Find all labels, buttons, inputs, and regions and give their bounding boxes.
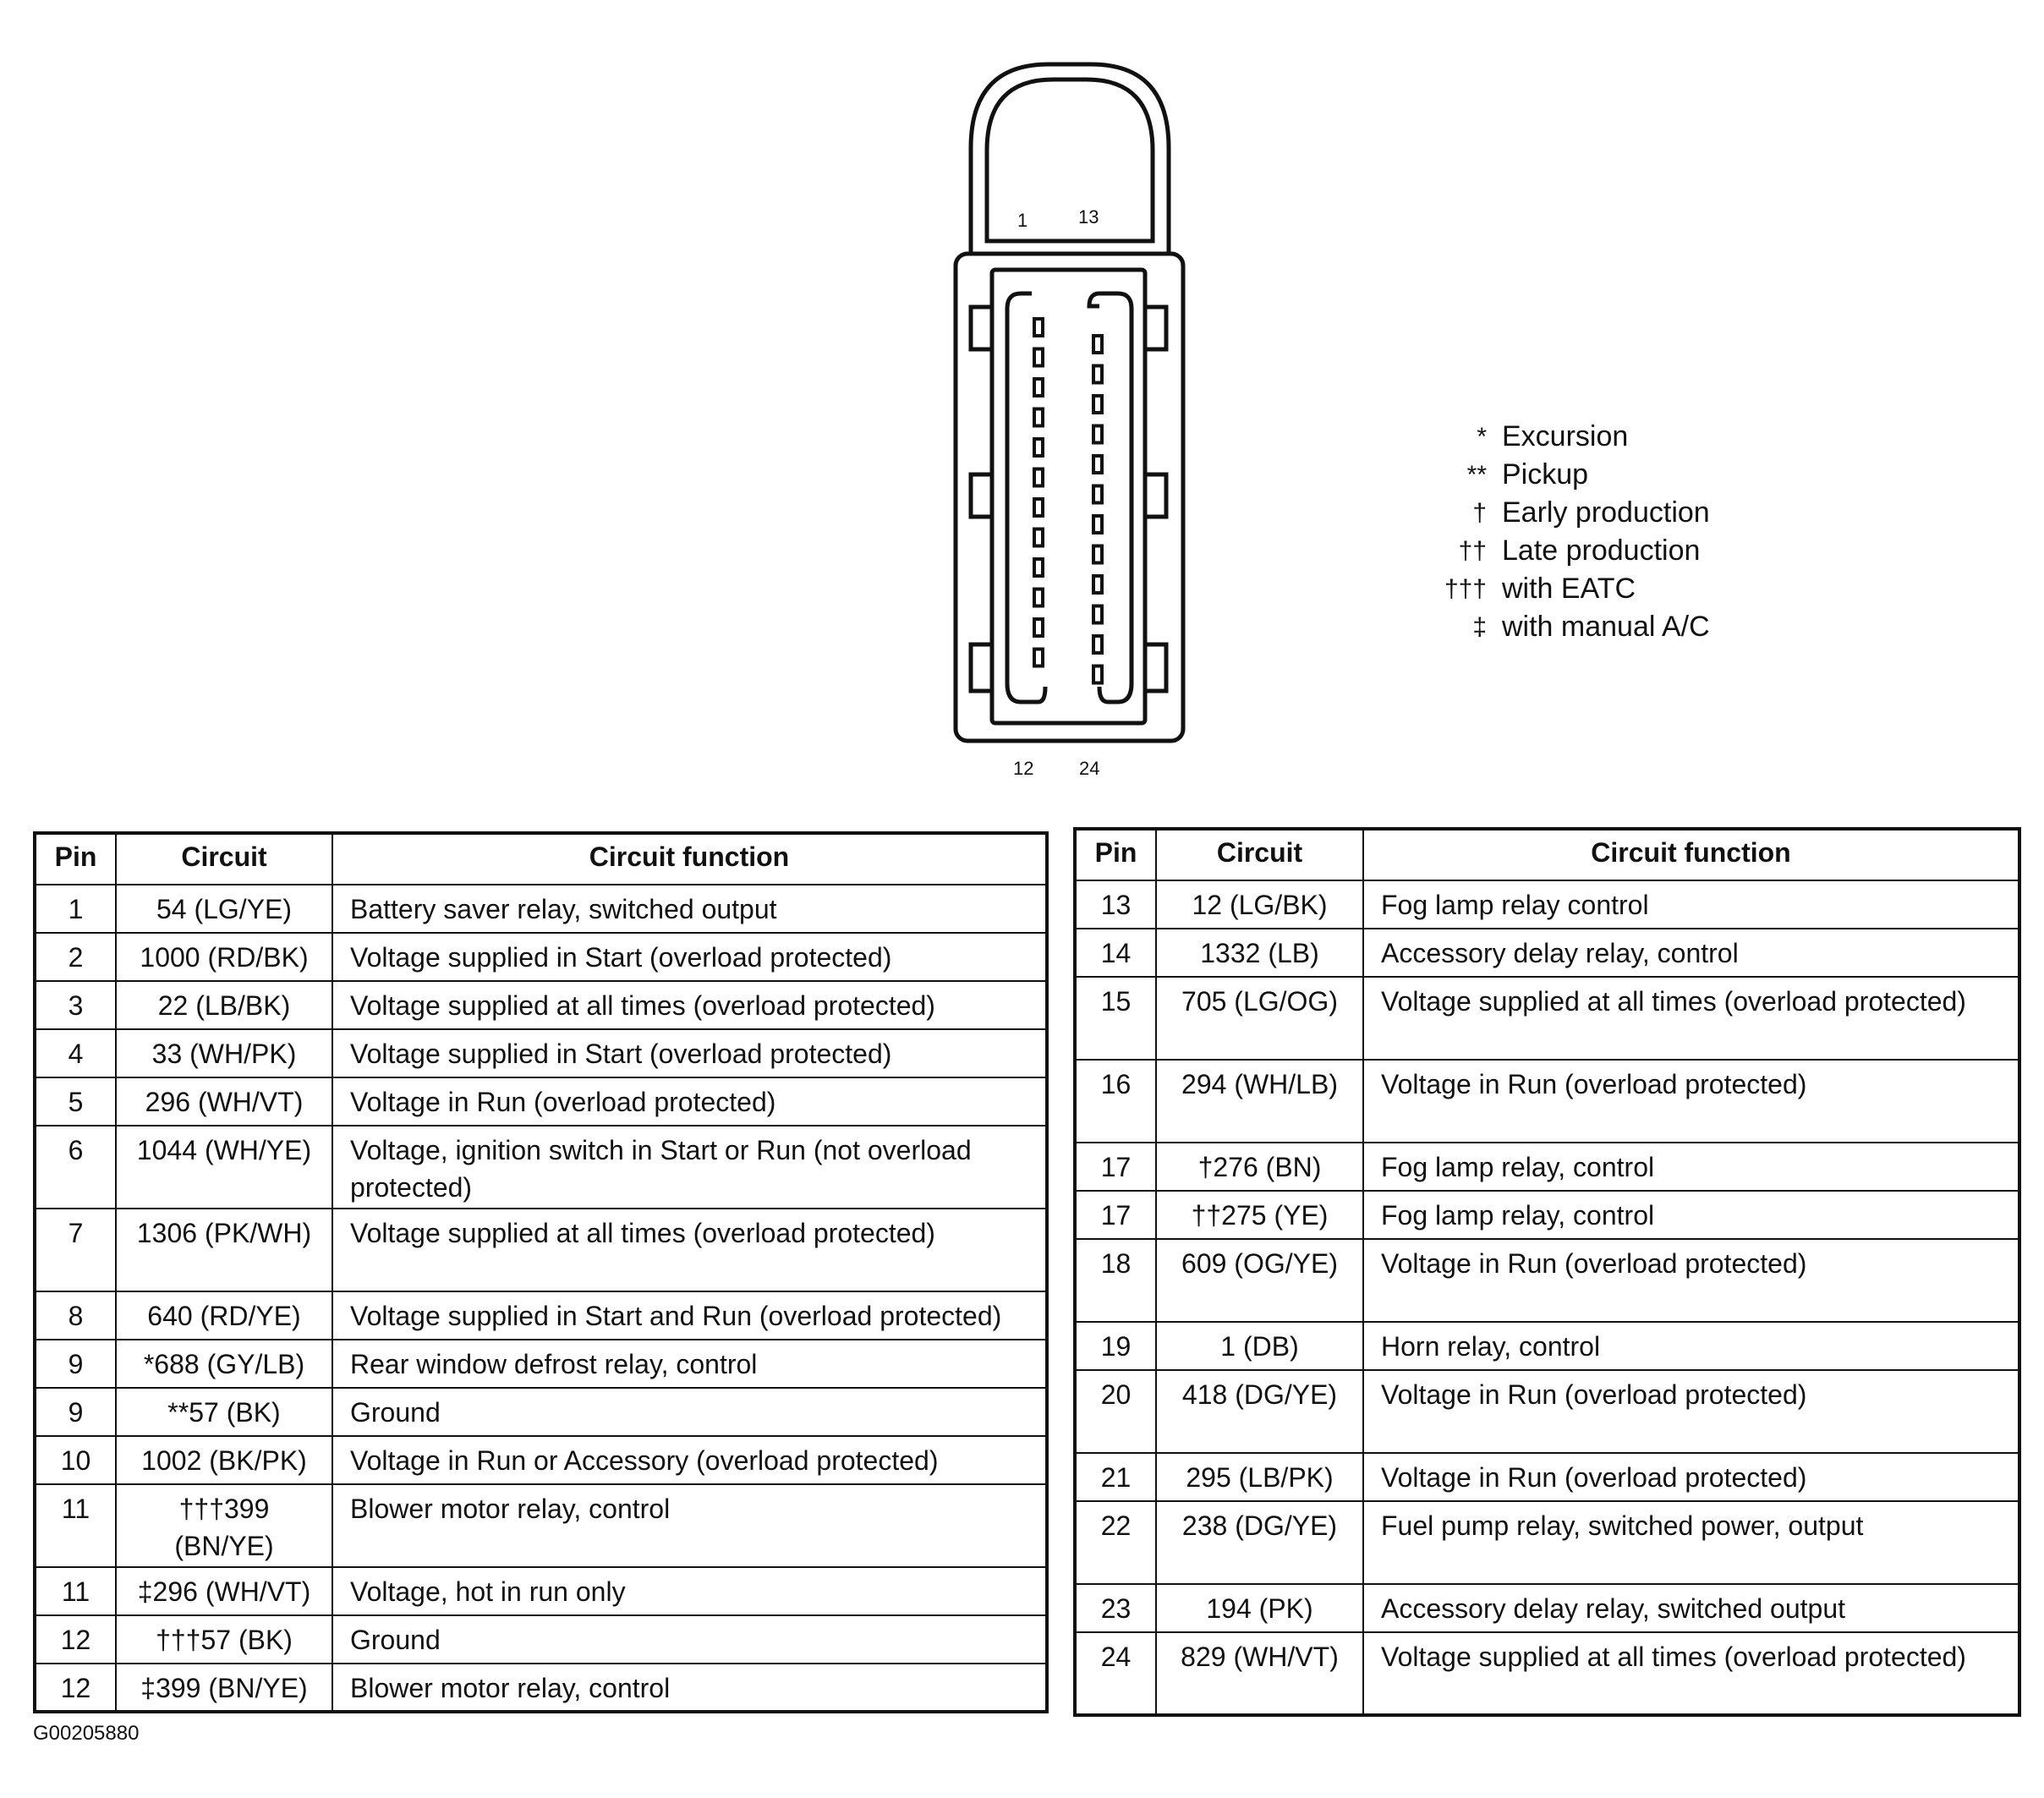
pin-cell: 15 — [1075, 977, 1156, 1060]
pin-cell: 3 — [35, 981, 116, 1029]
table-row — [1075, 929, 2019, 977]
pin-cell: 21 — [1075, 1453, 1156, 1501]
legend-item — [1404, 532, 1710, 570]
terminal-slot — [1093, 666, 1102, 683]
legend-symbol: ††† — [1444, 574, 1487, 603]
function-cell: Voltage supplied at all times (overload protected) — [332, 981, 1047, 1029]
circuit-cell: 640 (RD/YE) — [116, 1291, 332, 1340]
latch-right-top — [1145, 307, 1166, 349]
circuit-cell: 1000 (RD/BK) — [116, 933, 332, 981]
pin-cell: 22 — [1075, 1501, 1156, 1584]
latch-left-middle — [971, 474, 992, 517]
terminal-slot — [1034, 499, 1043, 516]
table-row — [1075, 1453, 2019, 1501]
table-row — [35, 1126, 1047, 1209]
pin-cell: 11 — [35, 1567, 116, 1615]
pin-cell: 8 — [35, 1291, 116, 1340]
pin-number-label: 24 — [1079, 758, 1100, 779]
function-cell: Accessory delay relay, switched output — [1363, 1584, 2019, 1632]
pinout-table-left — [33, 831, 1049, 1713]
function-cell: Voltage supplied at all times (overload protected) — [332, 1209, 1047, 1291]
circuit-cell: ††275 (YE) — [1156, 1191, 1363, 1239]
function-cell: Voltage supplied in Start and Run (overload protected) — [332, 1291, 1047, 1340]
pin-cell: 1 — [35, 885, 116, 933]
table-row — [35, 1567, 1047, 1615]
terminal-slot — [1093, 606, 1102, 623]
pin-cell: 24 — [1075, 1632, 1156, 1715]
function-cell: Fuel pump relay, switched power, output — [1363, 1501, 2019, 1584]
pin-cell: 17 — [1075, 1143, 1156, 1191]
function-cell: Voltage in Run or Accessory (overload protected) — [332, 1436, 1047, 1484]
connector-cavity — [992, 270, 1145, 723]
column-header-circuit: Circuit — [116, 833, 332, 885]
terminal-slot — [1034, 529, 1043, 546]
function-cell: Blower motor relay, control — [332, 1484, 1047, 1567]
function-cell: Horn relay, control — [1363, 1322, 2019, 1370]
column-header-function: Circuit function — [1363, 829, 2019, 880]
pin-cell: 5 — [35, 1077, 116, 1126]
figure-id: G00205880 — [33, 1722, 140, 1745]
function-cell: Voltage supplied at all times (overload protected) — [1363, 1632, 2019, 1715]
legend-item — [1404, 456, 1710, 494]
pin-cell: 12 — [35, 1615, 116, 1664]
terminal-slot — [1093, 516, 1102, 533]
pin-number-label: 12 — [1013, 758, 1034, 779]
circuit-cell: 829 (WH/VT) — [1156, 1632, 1363, 1715]
table-row — [35, 933, 1047, 981]
table-row — [35, 1664, 1047, 1712]
pin-cell: 16 — [1075, 1060, 1156, 1143]
table-row — [1075, 880, 2019, 929]
connector-lock-tab — [971, 64, 1169, 252]
table-row — [1075, 1632, 2019, 1715]
circuit-cell: †276 (BN) — [1156, 1143, 1363, 1191]
function-cell: Fog lamp relay, control — [1363, 1143, 2019, 1191]
table-row — [1075, 1584, 2019, 1632]
column-header-function: Circuit function — [332, 833, 1047, 885]
latch-right-middle — [1145, 474, 1166, 517]
legend — [1404, 418, 1710, 646]
circuit-cell: †††399 (BN/YE) — [116, 1484, 332, 1567]
column-header-pin: Pin — [35, 833, 116, 885]
table-row — [1075, 1143, 2019, 1191]
latch-left-bottom — [971, 644, 992, 691]
terminal-slot — [1093, 396, 1102, 413]
terminal-slot — [1034, 379, 1043, 396]
pin-cell: 20 — [1075, 1370, 1156, 1453]
circuit-cell: ‡296 (WH/VT) — [116, 1567, 332, 1615]
terminal-slot — [1034, 439, 1043, 456]
pin-cell: 2 — [35, 933, 116, 981]
table-row — [35, 1209, 1047, 1291]
terminal-slot — [1034, 559, 1043, 576]
function-cell: Voltage supplied in Start (overload protected) — [332, 933, 1047, 981]
table-row — [35, 1029, 1047, 1077]
pin-cell: 10 — [35, 1436, 116, 1484]
legend-label: Pickup — [1502, 458, 1589, 491]
pinout-table-right — [1073, 827, 2021, 1717]
legend-label: Early production — [1502, 496, 1710, 529]
connector-pin-carrier — [1007, 293, 1132, 702]
latch-right-bottom — [1145, 644, 1166, 691]
circuit-cell: 12 (LG/BK) — [1156, 880, 1363, 929]
circuit-cell: 296 (WH/VT) — [116, 1077, 332, 1126]
table-row — [35, 1077, 1047, 1126]
circuit-cell: 295 (LB/PK) — [1156, 1453, 1363, 1501]
terminal-slot — [1034, 619, 1043, 636]
pin-cell: 13 — [1075, 880, 1156, 929]
terminal-slot — [1093, 336, 1102, 353]
function-cell: Blower motor relay, control — [332, 1664, 1047, 1712]
table-row — [1075, 1322, 2019, 1370]
terminal-slot — [1034, 469, 1043, 486]
function-cell: Voltage in Run (overload protected) — [332, 1077, 1047, 1126]
function-cell: Voltage in Run (overload protected) — [1363, 1453, 2019, 1501]
table-row — [1075, 1501, 2019, 1584]
table-header-row — [1075, 829, 2019, 880]
pin-cell: 11 — [35, 1484, 116, 1567]
circuit-cell: 33 (WH/PK) — [116, 1029, 332, 1077]
legend-label: Late production — [1502, 534, 1701, 567]
connector-lock-tab-inner — [987, 79, 1153, 241]
table-row — [35, 1484, 1047, 1567]
circuit-cell: 194 (PK) — [1156, 1584, 1363, 1632]
pin-number-label: 13 — [1078, 206, 1099, 227]
legend-symbol: †† — [1458, 536, 1487, 565]
legend-item — [1404, 608, 1710, 646]
legend-item — [1404, 494, 1710, 532]
pin-cell: 4 — [35, 1029, 116, 1077]
function-cell: Accessory delay relay, control — [1363, 929, 2019, 977]
table-row — [35, 1340, 1047, 1388]
terminal-slot — [1034, 409, 1043, 426]
circuit-cell: 22 (LB/BK) — [116, 981, 332, 1029]
table-row — [1075, 1060, 2019, 1143]
circuit-cell: 1002 (BK/PK) — [116, 1436, 332, 1484]
pin-cell: 12 — [35, 1664, 116, 1712]
terminal-slot — [1093, 636, 1102, 653]
table-row — [35, 1615, 1047, 1664]
pin-cell: 6 — [35, 1126, 116, 1209]
legend-label: with manual A/C — [1502, 611, 1710, 643]
terminal-slot — [1093, 486, 1102, 503]
legend-label: with EATC — [1502, 573, 1636, 605]
circuit-cell: **57 (BK) — [116, 1388, 332, 1436]
circuit-cell: 609 (OG/YE) — [1156, 1239, 1363, 1322]
function-cell: Voltage supplied at all times (overload protected) — [1363, 977, 2019, 1060]
function-cell: Voltage supplied in Start (overload protected) — [332, 1029, 1047, 1077]
connector-diagram — [0, 0, 2044, 812]
terminal-slot — [1034, 650, 1043, 666]
function-cell: Voltage, hot in run only — [332, 1567, 1047, 1615]
connector-housing — [956, 254, 1183, 741]
circuit-cell: 294 (WH/LB) — [1156, 1060, 1363, 1143]
table-row — [1075, 1191, 2019, 1239]
function-cell: Rear window defrost relay, control — [332, 1340, 1047, 1388]
pin-number-label: 1 — [1017, 210, 1028, 231]
legend-item — [1404, 570, 1710, 608]
terminal-slot — [1093, 456, 1102, 473]
legend-symbol: ** — [1466, 460, 1487, 489]
table-row — [35, 1436, 1047, 1484]
function-cell: Ground — [332, 1388, 1047, 1436]
table-row — [1075, 1370, 2019, 1453]
terminal-slot — [1093, 576, 1102, 593]
pin-cell: 17 — [1075, 1191, 1156, 1239]
table-row — [1075, 977, 2019, 1060]
circuit-cell: 1 (DB) — [1156, 1322, 1363, 1370]
pin-cell: 7 — [35, 1209, 116, 1291]
terminal-slot — [1093, 366, 1102, 383]
pin-cell: 14 — [1075, 929, 1156, 977]
table-row — [35, 981, 1047, 1029]
terminal-slot — [1093, 426, 1102, 443]
legend-symbol: ‡ — [1472, 612, 1487, 641]
function-cell: Voltage in Run (overload protected) — [1363, 1060, 2019, 1143]
legend-label: Excursion — [1502, 420, 1629, 452]
terminal-slot — [1034, 349, 1043, 366]
circuit-cell: †††57 (BK) — [116, 1615, 332, 1664]
pin-cell: 23 — [1075, 1584, 1156, 1632]
latch-left-top — [971, 307, 992, 349]
function-cell: Voltage in Run (overload protected) — [1363, 1370, 2019, 1453]
terminal-slot — [1093, 546, 1102, 563]
column-header-circuit: Circuit — [1156, 829, 1363, 880]
function-cell: Voltage in Run (overload protected) — [1363, 1239, 2019, 1322]
function-cell: Fog lamp relay control — [1363, 880, 2019, 929]
function-cell: Voltage, ignition switch in Start or Run (not overload protected) — [332, 1126, 1047, 1209]
table-row — [1075, 1239, 2019, 1322]
pin-cell: 18 — [1075, 1239, 1156, 1322]
function-cell: Ground — [332, 1615, 1047, 1664]
terminal-slot — [1034, 319, 1043, 336]
circuit-cell: 238 (DG/YE) — [1156, 1501, 1363, 1584]
legend-symbol: † — [1472, 498, 1487, 527]
circuit-cell: 1332 (LB) — [1156, 929, 1363, 977]
function-cell: Fog lamp relay, control — [1363, 1191, 2019, 1239]
circuit-cell: 705 (LG/OG) — [1156, 977, 1363, 1060]
legend-symbol: * — [1477, 422, 1487, 451]
circuit-cell: 54 (LG/YE) — [116, 885, 332, 933]
table-row — [35, 1291, 1047, 1340]
circuit-cell: *688 (GY/LB) — [116, 1340, 332, 1388]
circuit-cell: ‡399 (BN/YE) — [116, 1664, 332, 1712]
terminal-slot — [1034, 589, 1043, 606]
pin-cell: 9 — [35, 1388, 116, 1436]
table-row — [35, 885, 1047, 933]
legend-item — [1404, 418, 1710, 456]
table-header-row — [35, 833, 1047, 885]
circuit-cell: 418 (DG/YE) — [1156, 1370, 1363, 1453]
table-row — [35, 1388, 1047, 1436]
circuit-cell: 1306 (PK/WH) — [116, 1209, 332, 1291]
function-cell: Battery saver relay, switched output — [332, 885, 1047, 933]
pin-cell: 19 — [1075, 1322, 1156, 1370]
circuit-cell: 1044 (WH/YE) — [116, 1126, 332, 1209]
pin-cell: 9 — [35, 1340, 116, 1388]
column-header-pin: Pin — [1075, 829, 1156, 880]
